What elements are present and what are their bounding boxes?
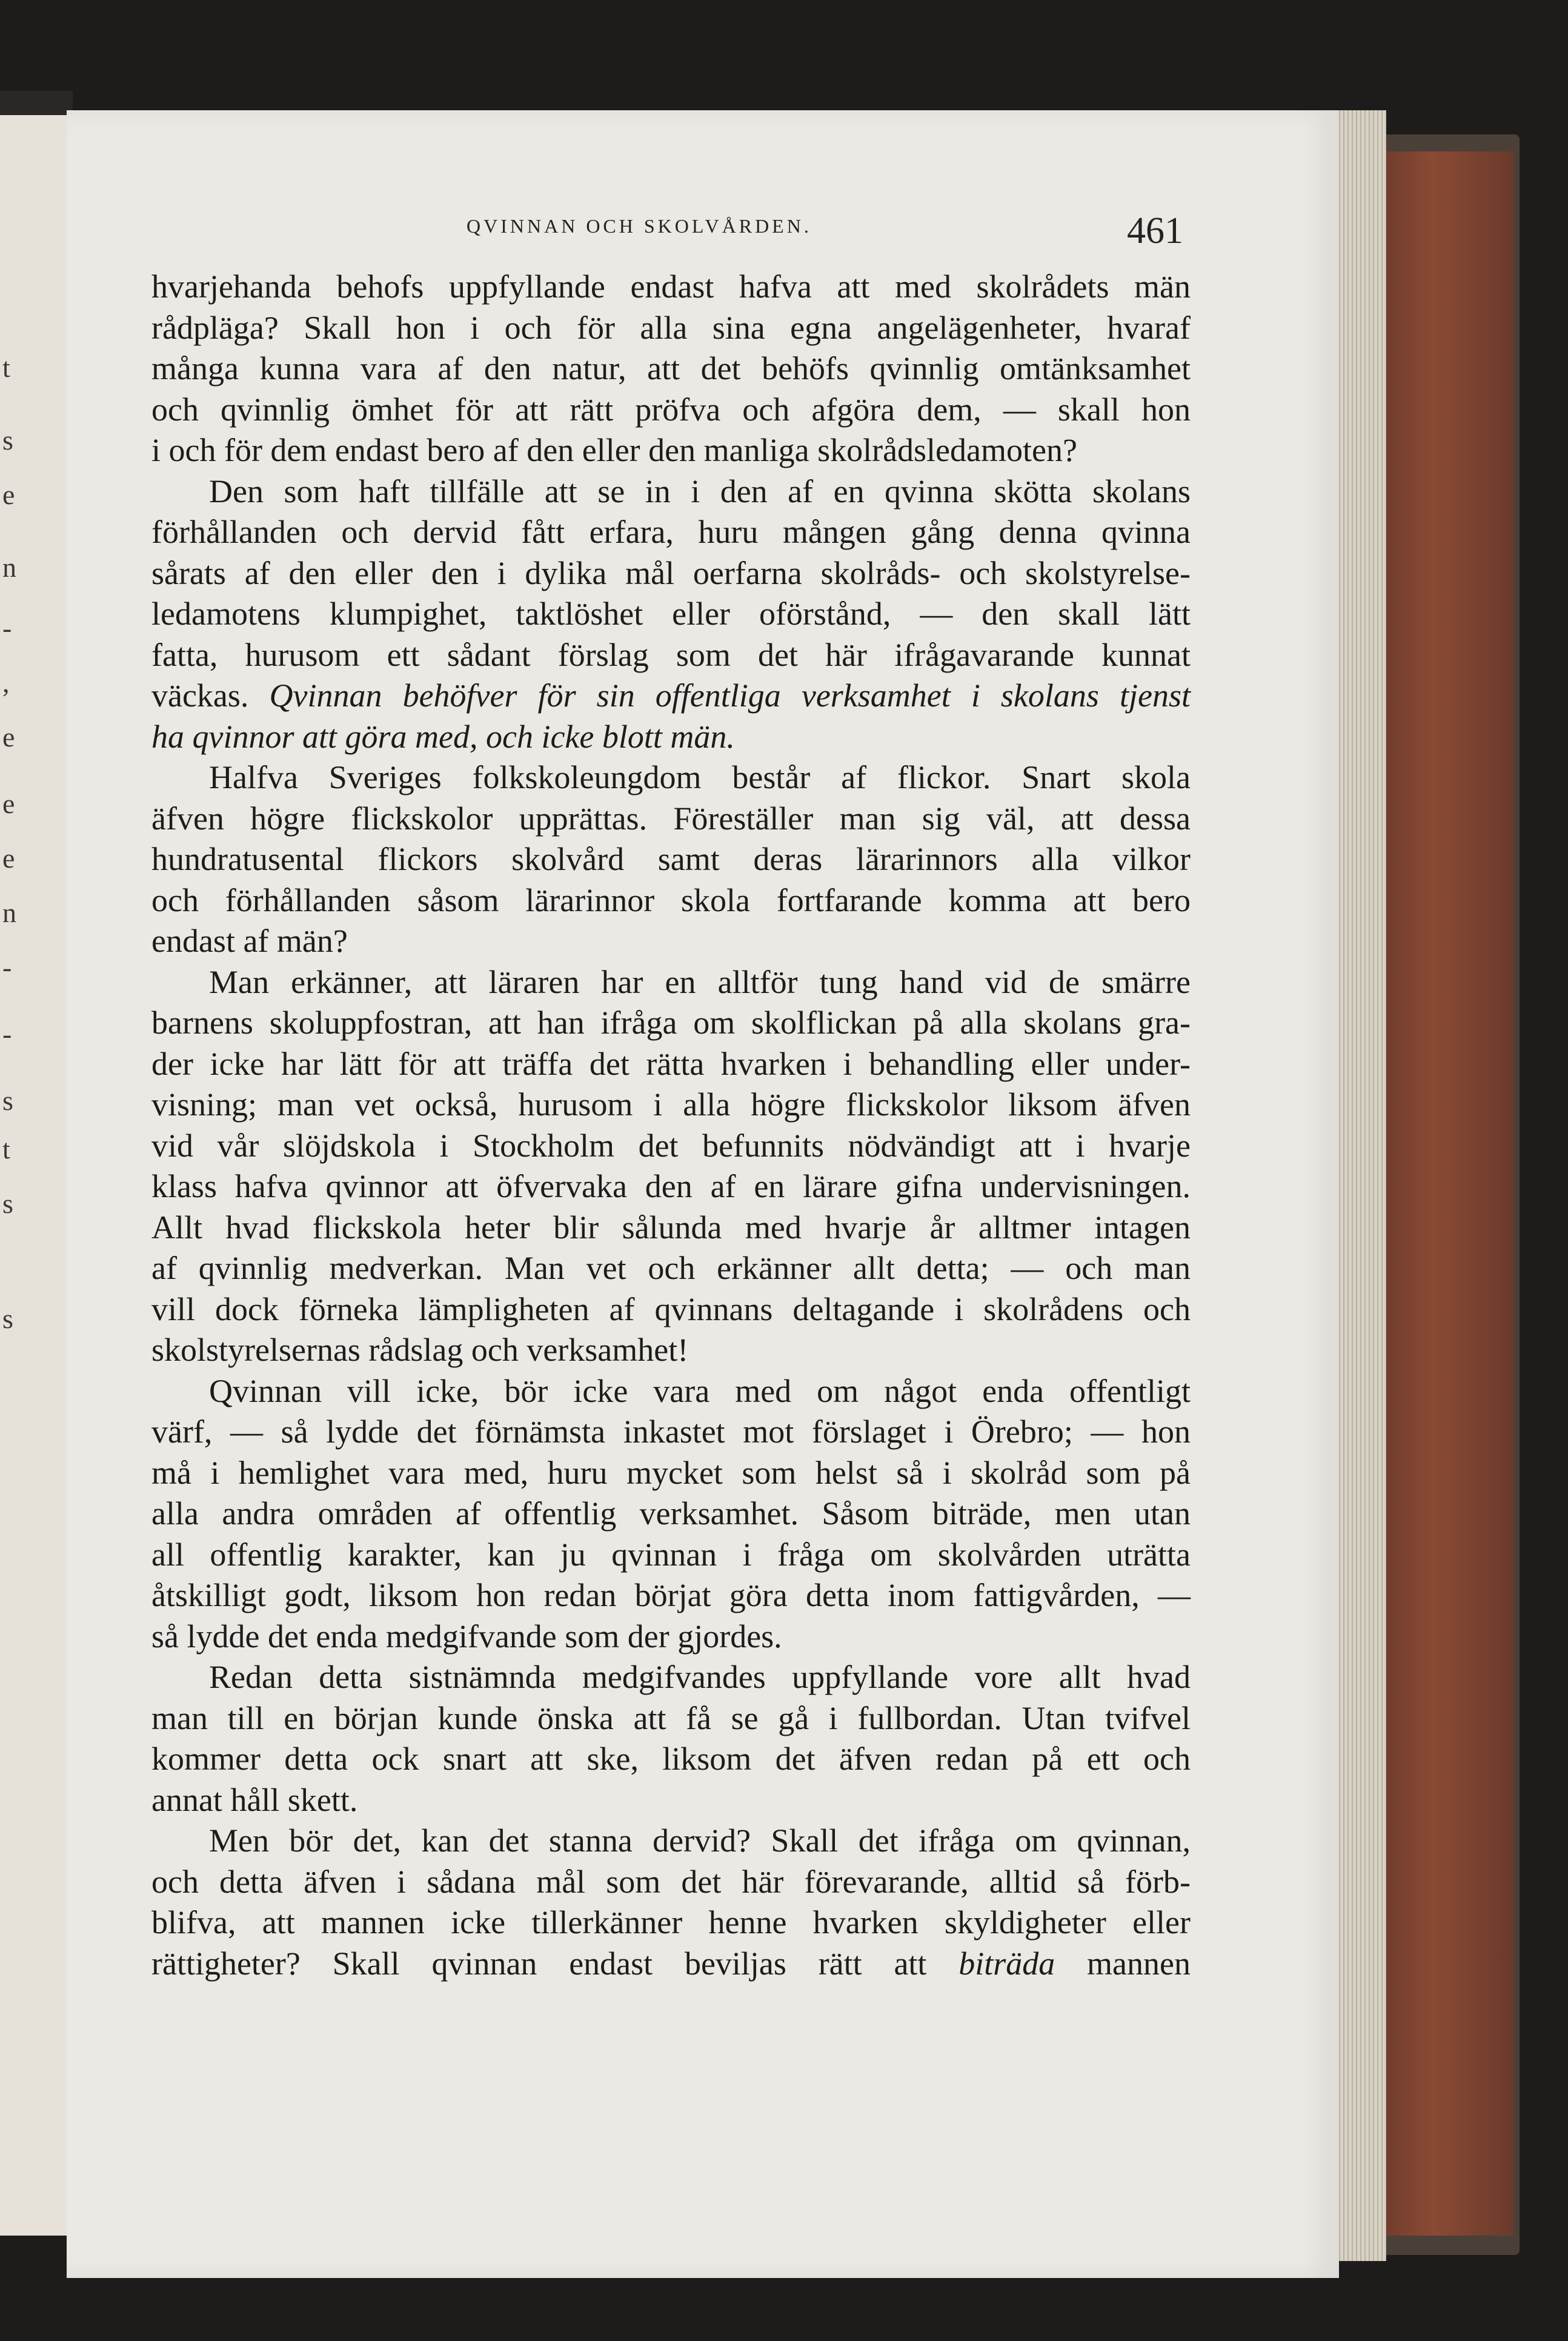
text-line: vill dock förneka lämpligheten af qvinnans deltagande i skolrådens och	[151, 1290, 1191, 1327]
text-line: och qvinnlig ömhet för att rätt pröfva och afgöra dem, — skall hon	[151, 391, 1191, 428]
text-line: rättigheter? Skall qvinnan endast beviljas rätt att biträda mannen	[151, 1945, 1191, 1982]
text-line: väckas. Qvinnan behöfver för sin offentliga verksamhet i skolans tjenst	[151, 677, 1191, 714]
left-page-letter: n	[2, 897, 16, 928]
left-page-letter: s	[2, 1085, 13, 1116]
text-line: många kunna vara af den natur, att det behöfs qvinnlig omtänksamhet	[151, 350, 1191, 387]
left-page-letter: s	[2, 425, 13, 456]
text-line: ha qvinnor att göra med, och icke blott män.	[151, 718, 735, 755]
left-page-letter: -	[2, 613, 12, 643]
page-number: 461	[1127, 210, 1183, 251]
text-line: endast af män?	[151, 923, 348, 959]
text-line: der icke har lätt för att träffa det rätta hvarken i behandling eller under-	[151, 1045, 1191, 1082]
text-line: visning; man vet också, hurusom i alla högre flickskolor liksom äfven	[151, 1086, 1191, 1123]
left-page-letter: e	[2, 843, 15, 874]
text-line: af qvinnlig medverkan. Man vet och erkänner allt detta; — och man	[151, 1250, 1191, 1286]
text-line: åtskilligt godt, liksom hon redan börjat göra detta inom fattigvården, —	[151, 1577, 1191, 1613]
text-line: Halfva Sveriges folkskoleungdom består af flickor. Snart skola	[209, 759, 1191, 795]
left-page-letter: e	[2, 788, 15, 819]
text-line: sårats af den eller den i dylika mål oerfarna skolråds- och skolstyrelse-	[151, 554, 1191, 591]
text-line: äfven högre flickskolor upprättas. Föreställer man sig väl, att dessa	[151, 800, 1191, 837]
text-line: skolstyrelsernas rådslag och verksamhet!	[151, 1332, 689, 1368]
text-line: i och för dem endast bero af den eller den manliga skolrådsledamoten?	[151, 432, 1077, 468]
text-line: så lydde det enda medgifvande som der gjordes.	[151, 1618, 782, 1655]
text-line: vid vår slöjdskola i Stockholm det befunnits nödvändigt att i hvarje	[151, 1127, 1191, 1164]
text-line: man till en början kunde önska att få se gå i fullbordan. Utan tvifvel	[151, 1699, 1191, 1736]
text-line: Men bör det, kan det stanna dervid? Skall det ifråga om qvinnan,	[209, 1822, 1191, 1859]
left-page-letter: s	[2, 1303, 13, 1334]
text-line: hundratusental flickors skolvård samt deras lärarinnors alla vilkor	[151, 841, 1191, 877]
text-line: Redan detta sistnämnda medgifvandes uppfyllande vore allt hvad	[209, 1659, 1191, 1695]
text-line: rådpläga? Skall hon i och för alla sina egna angelägenheter, hvaraf	[151, 309, 1191, 346]
left-page-letter: -	[2, 952, 12, 983]
left-page-edge	[0, 115, 68, 2236]
left-page-letter: -	[2, 1018, 12, 1049]
text-line: må i hemlighet vara med, huru mycket som helst så i skolråd som på	[151, 1454, 1191, 1491]
book-cover-marbling	[1380, 151, 1513, 2236]
text-line: blifva, att mannen icke tillerkänner henne hvarken skyldigheter eller	[151, 1904, 1191, 1941]
text-line: Man erkänner, att läraren har en alltför tung hand vid de smärre	[209, 963, 1191, 1000]
left-page-letter: e	[2, 722, 15, 752]
text-line: all offentlig karakter, kan ju qvinnan i fråga om skolvården uträtta	[151, 1536, 1191, 1573]
running-title: QVINNAN OCH SKOLVÅRDEN.	[467, 215, 812, 237]
text-line: förhållanden och dervid fått erfara, huru mången gång denna qvinna	[151, 514, 1191, 550]
text-line: hvarjehanda behofs uppfyllande endast hafva att med skolrådets män	[151, 268, 1191, 305]
text-line: alla andra områden af offentlig verksamhet. Såsom biträde, men utan	[151, 1495, 1191, 1532]
text-line: kommer detta ock snart att ske, liksom det äfven redan på ett och	[151, 1741, 1191, 1777]
text-line: Qvinnan vill icke, bör icke vara med om något enda offentligt	[209, 1372, 1191, 1409]
left-page-letter: t	[2, 1134, 10, 1164]
left-page-letter: n	[2, 552, 16, 583]
text-line: klass hafva qvinnor att öfvervaka den af en lärare gifna undervisningen.	[151, 1168, 1191, 1204]
left-page-letter: t	[2, 352, 10, 383]
text-line: Den som haft tillfälle att se in i den af en qvinna skötta skolans	[209, 473, 1191, 510]
left-page-letter: s	[2, 1188, 13, 1219]
left-page-letter: e	[2, 479, 15, 510]
text-line: och förhållanden såsom lärarinnor skola fortfarande komma att bero	[151, 882, 1191, 918]
text-line: och detta äfven i sådana mål som det här förevarande, alltid så förb-	[151, 1863, 1191, 1900]
text-line: barnens skoluppfostran, att han ifråga om skolflickan på alla skolans gra-	[151, 1004, 1191, 1041]
text-line: ledamotens klumpighet, taktlöshet eller oförstånd, — den skall lätt	[151, 596, 1191, 632]
text-line: fatta, hurusom ett sådant förslag som det här ifrågavarande kunnat	[151, 636, 1191, 673]
text-line: värf, — så lydde det förnämsta inkastet mot förslaget i Örebro; — hon	[151, 1413, 1191, 1450]
left-page-letter: ,	[2, 667, 10, 698]
text-line: Allt hvad flickskola heter blir sålunda med hvarje år alltmer intagen	[151, 1209, 1191, 1246]
text-line: annat håll skett.	[151, 1781, 358, 1818]
body-text	[151, 267, 1191, 1984]
